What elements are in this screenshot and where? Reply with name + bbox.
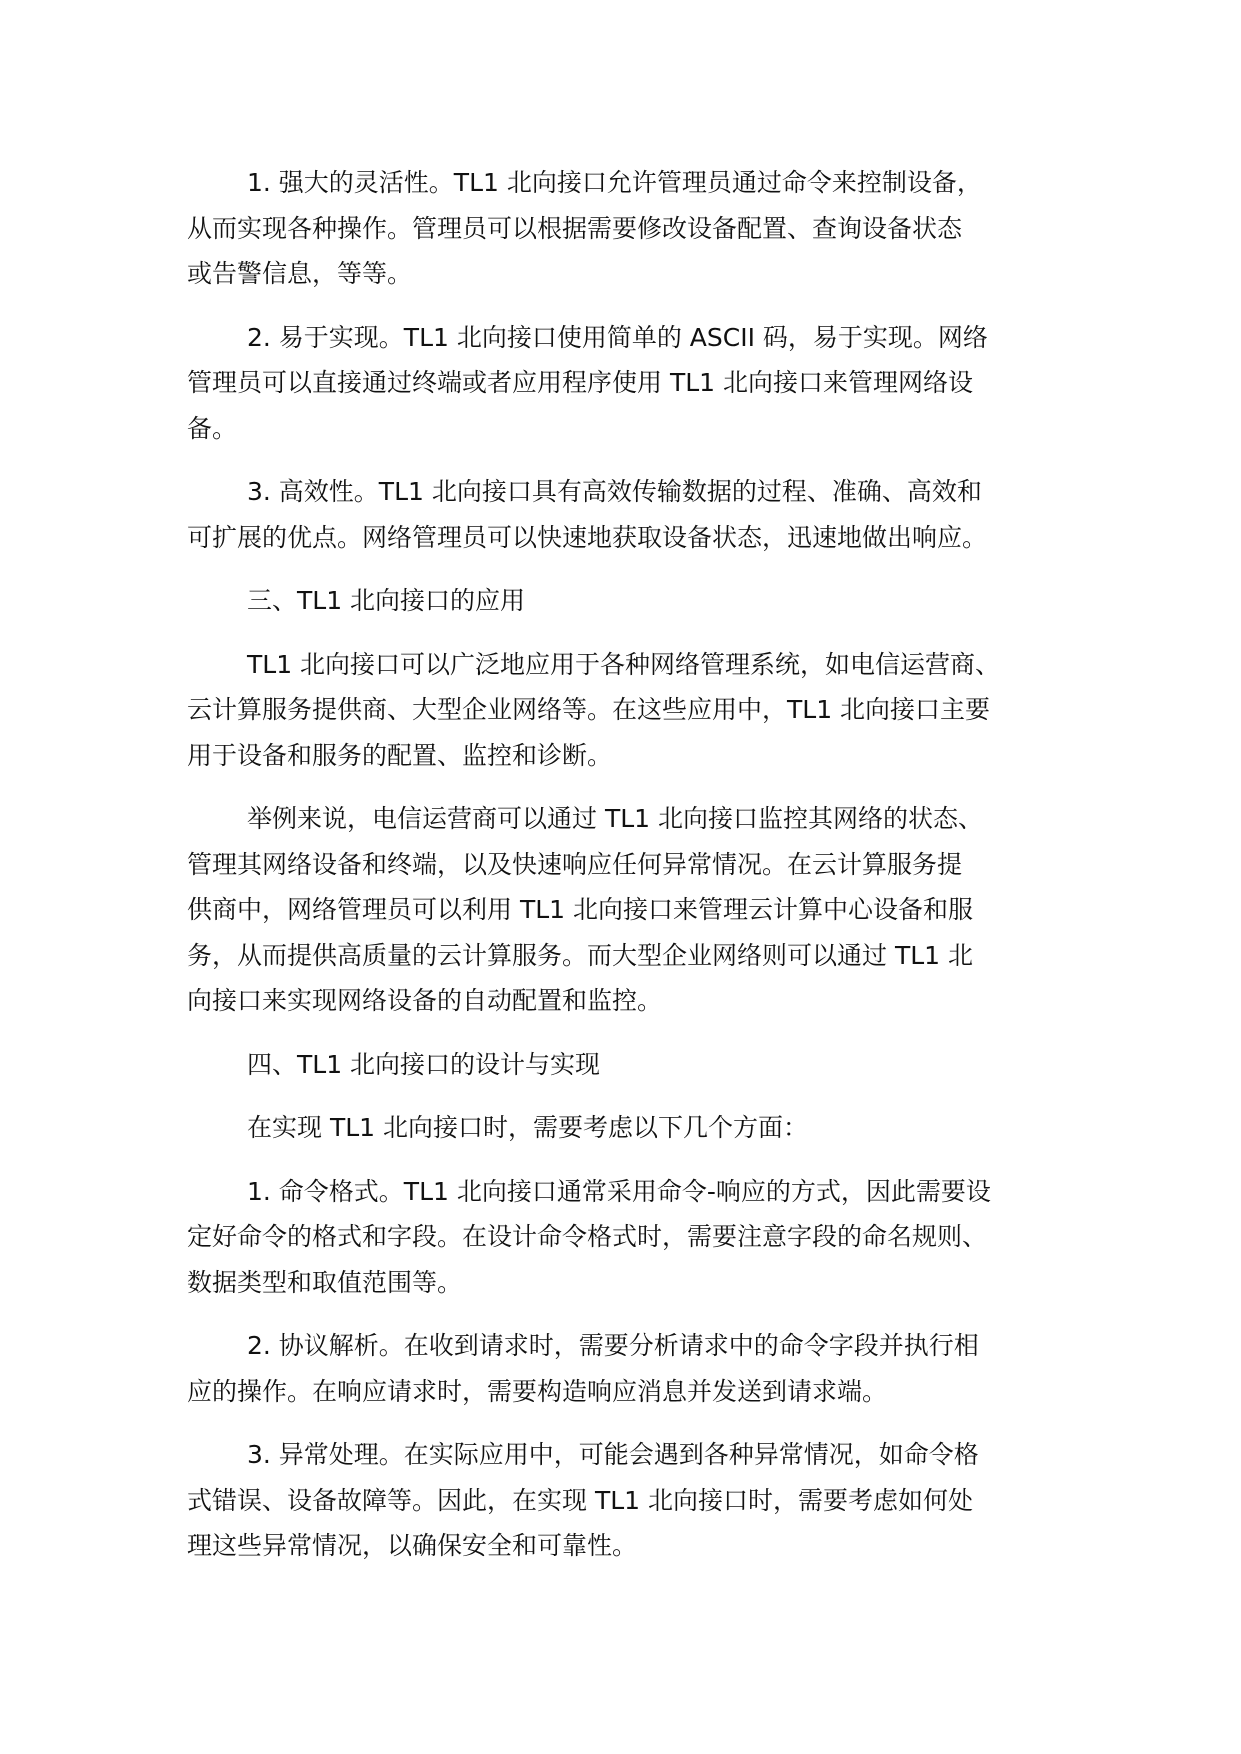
text-line: 可扩展的优点。网络管理员可以快速地获取设备状态，迅速地做出响应。 — [187, 522, 988, 552]
text-line: 管理其网络设备和终端，以及快速响应任何异常情况。在云计算服务提 — [187, 849, 963, 879]
paragraph-item-2-ease — [187, 315, 1067, 452]
paragraph-application-intro — [187, 642, 1067, 779]
paragraph-heading-4 — [187, 1042, 1067, 1088]
paragraph-application-example — [187, 796, 1067, 1024]
text-line: 应的操作。在响应请求时，需要构造响应消息并发送到请求端。 — [187, 1376, 888, 1406]
paragraph-gap — [187, 451, 1067, 469]
paragraph-item-3-efficiency — [187, 469, 1067, 560]
text-line: 3. 高效性。TL1 北向接口具有高效传输数据的过程、准确、高效和 — [247, 477, 982, 506]
text-line: 理这些异常情况，以确保安全和可靠性。 — [187, 1531, 638, 1560]
text-line: 2. 协议解析。在收到请求时，需要分析请求中的命令字段并执行相 — [247, 1331, 979, 1360]
text-line: 或告警信息，等等。 — [187, 259, 413, 288]
paragraph-design-intro — [187, 1105, 1067, 1151]
paragraph-gap — [187, 624, 1067, 642]
text-line: 用于设备和服务的配置、监控和诊断。 — [187, 740, 613, 770]
text-line: 1. 命令格式。TL1 北向接口通常采用命令-响应的方式，因此需要设 — [247, 1176, 991, 1206]
text-line: 管理员可以直接通过终端或者应用程序使用 TL1 北向接口来管理网络设 — [187, 368, 974, 397]
text-line: 四、TL1 北向接口的设计与实现 — [247, 1049, 601, 1079]
paragraph-gap — [187, 1151, 1067, 1169]
paragraph-design-3-exception-handling — [187, 1432, 1067, 1569]
paragraph-design-2-protocol-parsing — [187, 1323, 1067, 1414]
text-line: 从而实现各种操作。管理员可以根据需要修改设备配置、查询设备状态 — [187, 213, 963, 243]
text-line: 三、TL1 北向接口的应用 — [247, 586, 526, 615]
text-line: TL1 北向接口可以广泛地应用于各种网络管理系统，如电信运营商、 — [247, 649, 1001, 679]
paragraph-gap — [187, 1414, 1067, 1432]
text-line: 在实现 TL1 北向接口时，需要考虑以下几个方面： — [247, 1113, 809, 1142]
paragraph-gap — [187, 297, 1067, 315]
text-line: 举例来说，电信运营商可以通过 TL1 北向接口监控其网络的状态、 — [247, 804, 984, 833]
text-line: 向接口来实现网络设备的自动配置和监控。 — [187, 986, 663, 1015]
text-line: 务，从而提供高质量的云计算服务。而大型企业网络则可以通过 TL1 北 — [187, 940, 974, 970]
paragraph-gap — [187, 1024, 1067, 1042]
paragraph-gap — [187, 778, 1067, 796]
text-line: 2. 易于实现。TL1 北向接口使用简单的 ASCII 码，易于实现。网络 — [247, 322, 988, 352]
document-body — [187, 160, 1067, 1569]
paragraph-heading-3 — [187, 578, 1067, 624]
text-line: 数据类型和取值范围等。 — [187, 1267, 463, 1297]
text-line: 云计算服务提供商、大型企业网络等。在这些应用中，TL1 北向接口主要 — [187, 695, 991, 724]
paragraph-item-1-flexibility — [187, 160, 1067, 297]
text-line: 供商中，网络管理员可以利用 TL1 北向接口来管理云计算中心设备和服 — [187, 895, 974, 924]
text-line: 3. 异常处理。在实际应用中，可能会遇到各种异常情况，如命令格 — [247, 1440, 979, 1469]
paragraph-design-1-command-format — [187, 1169, 1067, 1306]
text-line: 式错误、设备故障等。因此，在实现 TL1 北向接口时，需要考虑如何处 — [187, 1485, 974, 1515]
text-line: 备。 — [187, 413, 238, 443]
text-line: 定好命令的格式和字段。在设计命令格式时，需要注意字段的命名规则、 — [187, 1222, 988, 1251]
paragraph-gap — [187, 1305, 1067, 1323]
paragraph-gap — [187, 560, 1067, 578]
text-line: 1. 强大的灵活性。TL1 北向接口允许管理员通过命令来控制设备， — [247, 168, 982, 197]
paragraph-gap — [187, 1087, 1067, 1105]
